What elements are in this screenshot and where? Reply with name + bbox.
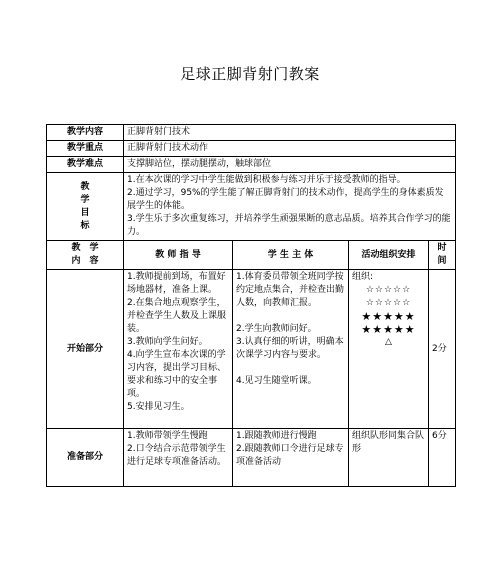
value-teaching-content: 正脚背射门技术	[124, 125, 456, 141]
teacher-step: 3.教师向学生问好。	[127, 337, 208, 347]
warmup-teacher-guidance	[124, 429, 233, 487]
label-warmup-part: 准备部分	[47, 429, 124, 487]
student-step: 2.跟随教师口令进行足球专项准备活动	[236, 444, 344, 467]
teacher-step: 5.安排见习生。	[127, 402, 190, 412]
start-time: 2分	[429, 270, 456, 429]
label-goals	[47, 173, 124, 241]
teacher-triangle-icon: △	[385, 337, 392, 347]
goals-label-char: 标	[80, 220, 90, 231]
header-time-char: 间	[437, 256, 447, 266]
teacher-step: 2.在集合地点观察学生，并检查学生人数及上课服装。	[127, 298, 227, 334]
label-start-part: 开始部分	[47, 270, 124, 429]
teacher-step: 4.向学生宣布本次课的学习内容，提出学习目标、要求和练习中的安全事项。	[127, 350, 227, 399]
label-key-point: 教学重点	[47, 141, 124, 157]
header-teacher: 教 师 指 导	[124, 241, 233, 270]
row-warmup-part	[47, 429, 456, 487]
page-title: 足球正脚背射门教案	[180, 65, 320, 83]
student-filled-star-row: ★★★★★	[361, 310, 416, 323]
student-filled-star-row: ★★★★★	[361, 323, 416, 336]
start-organization	[349, 270, 429, 429]
row-goals	[47, 173, 456, 241]
student-step: 4.见习生随堂听课。	[236, 376, 317, 386]
row-teaching-content	[47, 125, 456, 141]
start-teacher-guidance	[124, 270, 233, 429]
label-teaching-content: 教学内容	[47, 125, 124, 141]
warmup-time: 6分	[429, 429, 456, 487]
teacher-step: 2.口令结合示范带领学生进行足球专项准备活动。	[127, 444, 227, 467]
label-difficulty: 教学难点	[47, 157, 124, 173]
header-time	[429, 241, 456, 270]
student-step: 3.认真仔细的听讲，明确本次课学习内容与要求。	[236, 337, 344, 360]
header-section-line: 内 容	[71, 256, 99, 266]
goals-label-char: 教	[80, 181, 90, 192]
row-key-point	[47, 141, 456, 157]
student-step: 1.体育委员带领全班同学按约定地点集合，并检查出勤人数，向教师汇报。	[236, 272, 345, 308]
warmup-organization: 组织队形同集合队形	[349, 429, 429, 487]
student-step: 2.学生向教师问好。	[236, 324, 317, 334]
formation-diagram	[352, 284, 425, 349]
row-difficulty	[47, 157, 456, 173]
header-student: 学 生 主 体	[233, 241, 349, 270]
lesson-plan-table	[46, 124, 456, 487]
value-difficulty: 支撑脚站位，摆动腿摆动，触球部位	[124, 157, 456, 173]
value-goals	[124, 173, 456, 241]
student-outline-star-row: ☆☆☆☆☆	[365, 298, 412, 308]
header-section	[47, 241, 124, 270]
header-section-line: 教 学	[71, 243, 99, 253]
header-time-char: 时	[437, 243, 447, 253]
teacher-step: 1.教师带领学生慢跑	[127, 431, 208, 441]
row-start-part	[47, 270, 456, 429]
goals-label-char: 学	[80, 194, 90, 205]
organization-label: 组织:	[352, 272, 374, 282]
row-column-headers	[47, 241, 456, 270]
goal-item: 2.通过学习，95%的学生能了解正脚背射门的技术动作，提高学生的身体素质发展学生的体能。	[127, 188, 444, 211]
goal-item: 3.学生乐于多次重复练习，并培养学生顽强果断的意志品质。培养其合作学习的能力。	[127, 214, 451, 237]
goals-label-char: 目	[80, 207, 90, 218]
header-organization: 活动组织安排	[349, 241, 429, 270]
value-key-point: 正脚背射门技术动作	[124, 141, 456, 157]
student-outline-star-row: ☆☆☆☆☆	[365, 285, 412, 295]
student-step: 1.跟随教师进行慢跑	[236, 431, 317, 441]
start-student-activity	[233, 270, 349, 429]
teacher-step: 1.教师提前到场，布置好场地器材，准备上课。	[127, 272, 226, 295]
warmup-student-activity	[233, 429, 349, 487]
goal-item: 1.在本次课的学习中学生能做到积极参与练习并乐于接受教师的指导。	[127, 175, 406, 185]
